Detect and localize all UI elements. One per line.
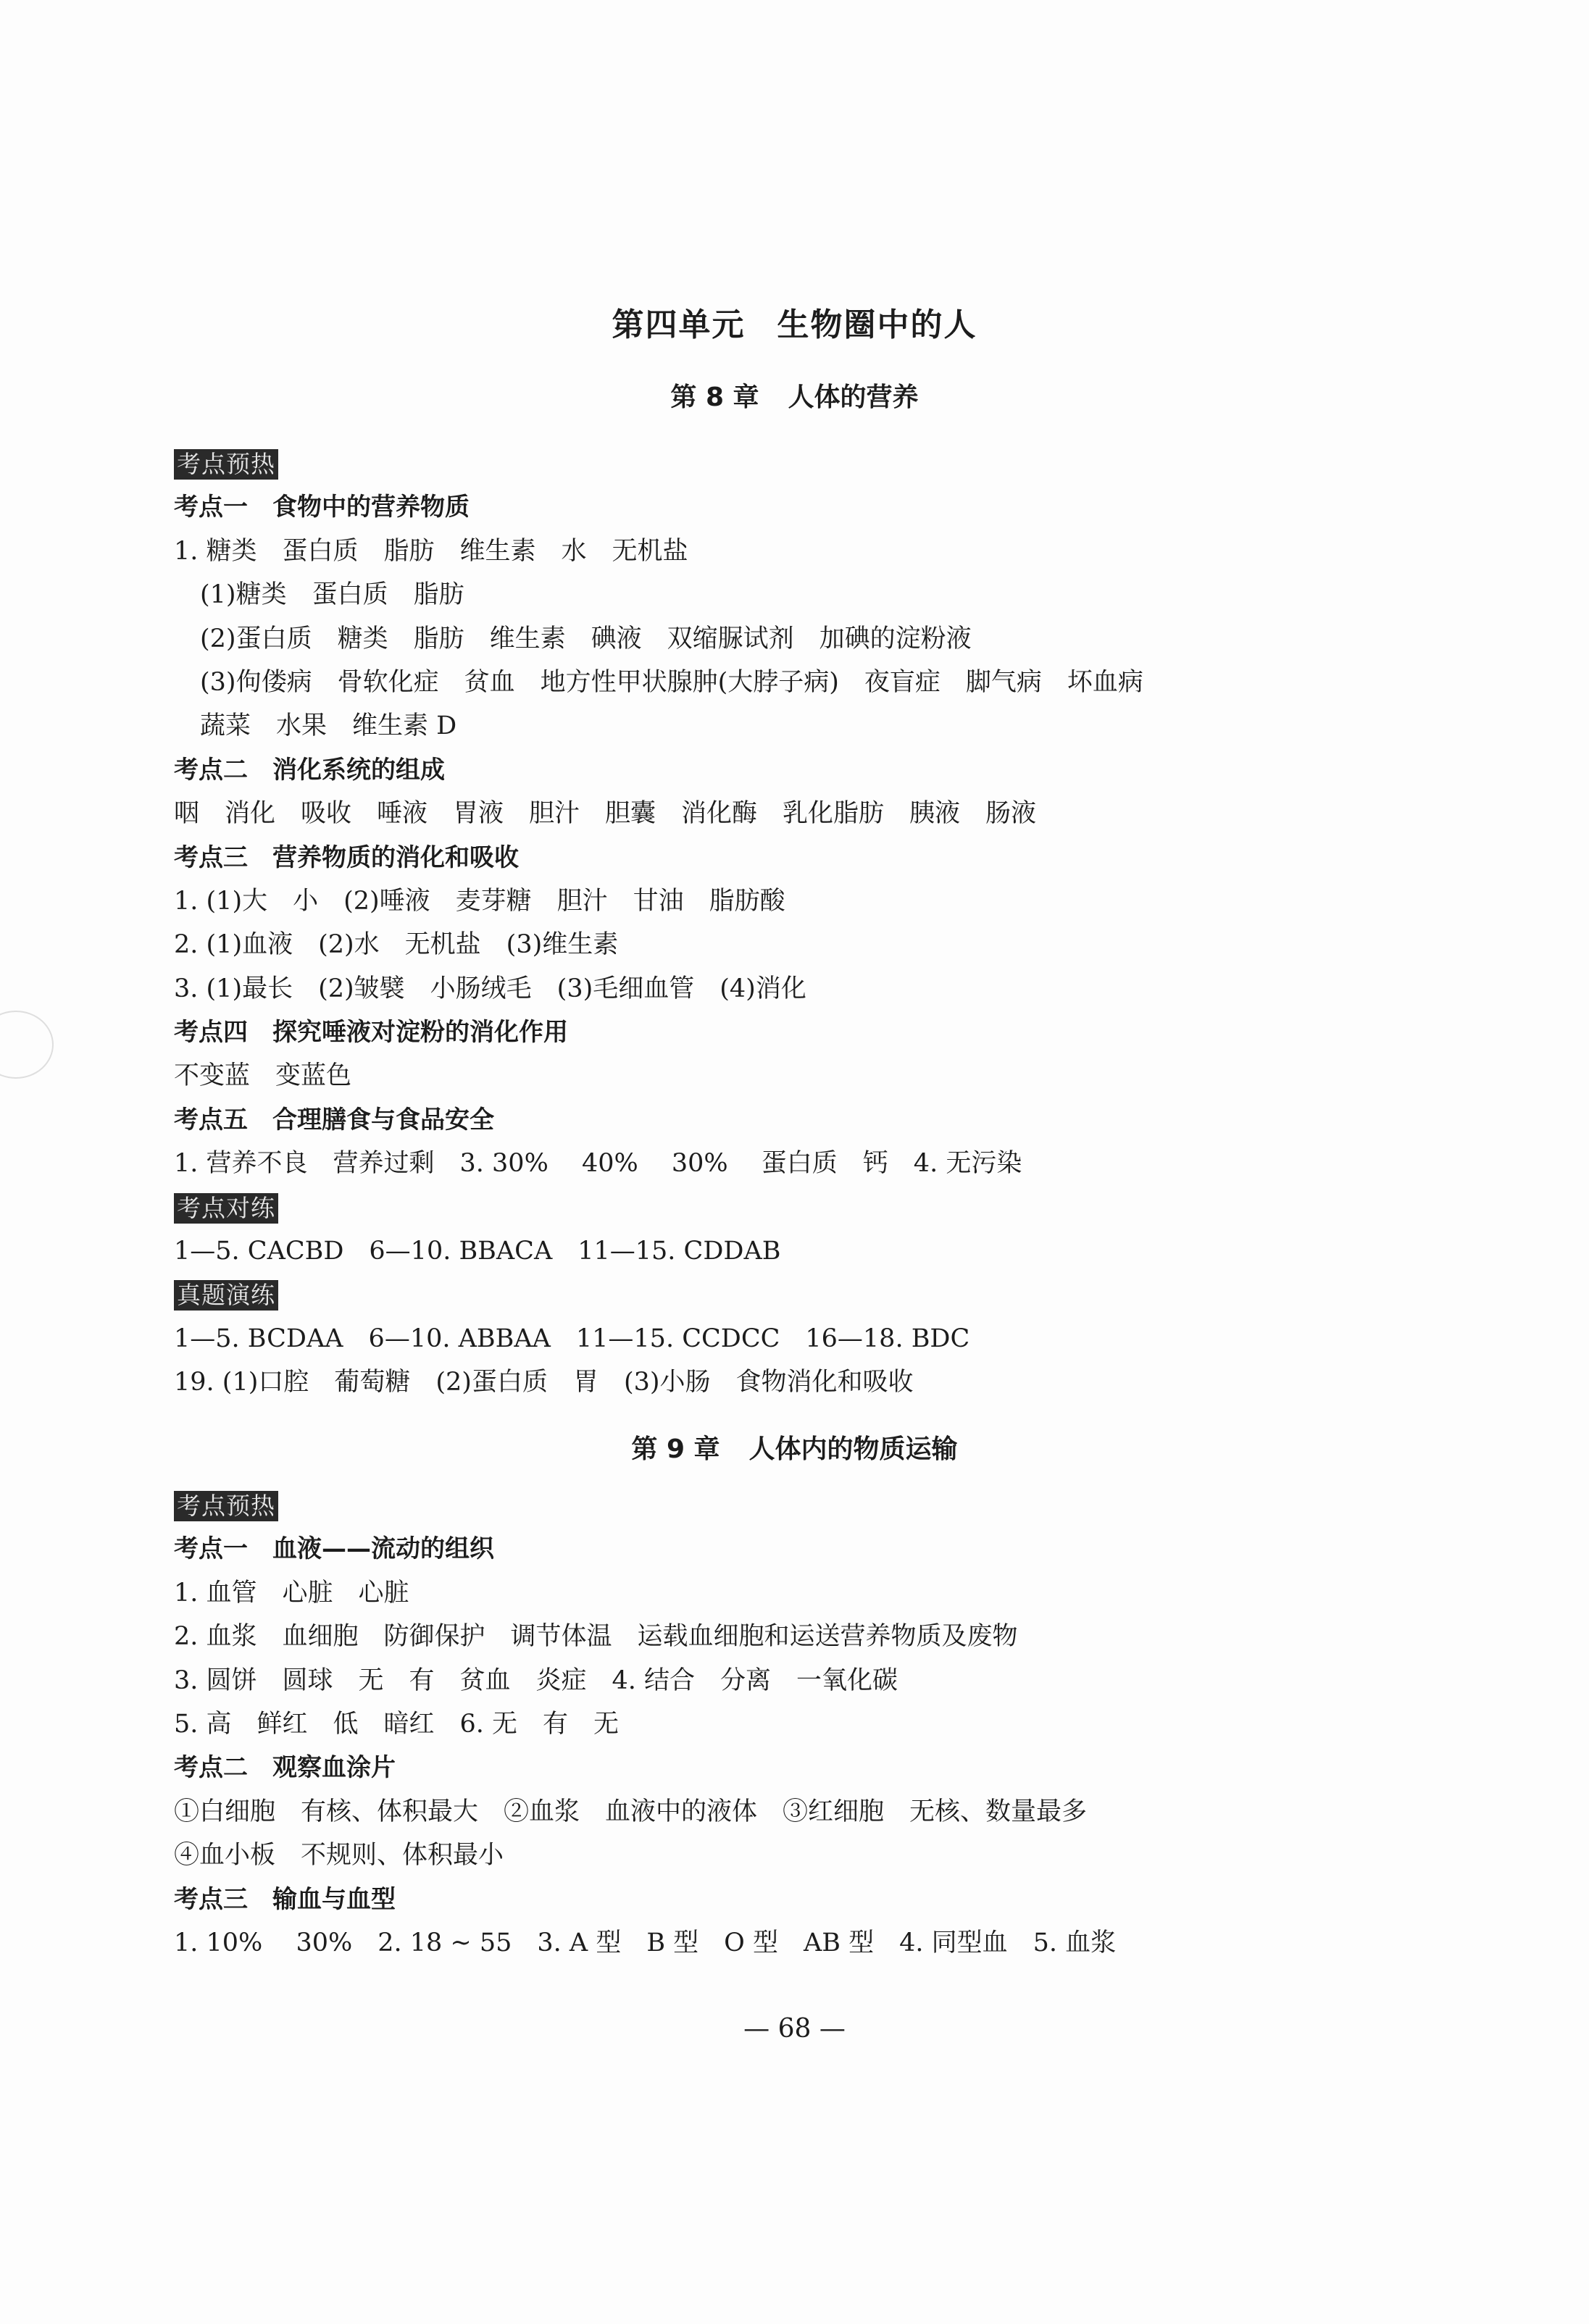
answer-line: 1. 血管 心脏 心脏	[174, 1578, 409, 1608]
section-tag-line	[174, 1273, 1478, 1316]
answer-line: 3. 圆饼 圆球 无 有 贫血 炎症 4. 结合 分离 一氧化碳	[174, 1665, 898, 1695]
section-tag: 考点对练	[174, 1193, 278, 1224]
answer-line: 不变蓝 变蓝色	[174, 1061, 352, 1091]
chapter-8-title	[0, 377, 1589, 414]
key-point-heading: 考点一 血液——流动的组织	[174, 1534, 494, 1564]
answer-line: 1. (1)大 小 (2)唾液 麦芽糖 胆汁 甘油 脂肪酸	[174, 886, 785, 916]
answer-line: 2. 血浆 血细胞 防御保护 调节体温 运载血细胞和运送营养物质及废物	[174, 1622, 1018, 1652]
unit-title	[0, 298, 1589, 345]
key-point-heading: 考点三 营养物质的消化和吸收	[174, 843, 519, 872]
answer-line: 1. 糖类 蛋白质 脂肪 维生素 水 无机盐	[174, 536, 688, 566]
unit-number: 第四单元	[612, 306, 746, 343]
answer-line: 咽 消化 吸收 唾液 胃液 胆汁 胆囊 消化酶 乳化脂肪 胰液 肠液	[174, 799, 1037, 829]
answer-line: 1—5. CACBD 6—10. BBACA 11—15. CDDAB	[174, 1237, 781, 1266]
key-point-heading: 考点二 消化系统的组成	[174, 755, 445, 785]
key-point-heading: 考点三 输血与血型	[174, 1884, 396, 1914]
chapter-9-title	[0, 1429, 1589, 1466]
answer-line: (3)佝偻病 骨软化症 贫血 地方性甲状腺肿(大脖子病) 夜盲症 脚气病 坏血病	[200, 667, 1143, 697]
chapter-number: 第 8 章	[670, 383, 759, 412]
answer-line: (1)糖类 蛋白质 脂肪	[200, 580, 464, 610]
key-point-heading: 考点四 探究唾液对淀粉的消化作用	[174, 1018, 568, 1048]
key-point-heading: 考点五 合理膳食与食品安全	[174, 1105, 494, 1134]
section-tag-line	[174, 442, 1478, 485]
section-tag: 考点预热	[174, 1491, 278, 1521]
unit-name: 生物圈中的人	[777, 306, 977, 343]
answer-line: 2. (1)血液 (2)水 无机盐 (3)维生素	[174, 930, 619, 960]
section-tag: 真题演练	[174, 1280, 278, 1311]
answer-line: 19. (1)口腔 葡萄糖 (2)蛋白质 胃 (3)小肠 食物消化和吸收	[174, 1368, 914, 1397]
answer-line: 5. 高 鲜红 低 暗红 6. 无 有 无	[174, 1709, 620, 1739]
chapter-9-content	[174, 1484, 1478, 1965]
answer-line: (2)蛋白质 糖类 脂肪 维生素 碘液 双缩脲试剂 加碘的淀粉液	[200, 624, 972, 653]
section-tag-line	[174, 1186, 1478, 1229]
answer-line: ④血小板 不规则、体积最小	[174, 1841, 504, 1871]
key-point-heading: 考点二 观察血涂片	[174, 1753, 396, 1783]
chapter-8-content	[174, 442, 1478, 1405]
key-point-heading: 考点一 食物中的营养物质	[174, 493, 470, 522]
section-tag: 考点预热	[174, 449, 278, 480]
chapter-name: 人体的营养	[788, 383, 919, 412]
section-tag-line	[174, 1484, 1478, 1527]
chapter-name: 人体内的物质运输	[748, 1434, 958, 1464]
answer-line: 1. 10% 30% 2. 18 ~ 55 3. A 型 B 型 O 型 AB 型 4. 同型血 5. 血浆	[174, 1928, 1117, 1957]
answer-line: ①白细胞 有核、体积最大 ②血浆 血液中的液体 ③红细胞 无核、数量最多	[174, 1797, 1088, 1826]
answer-line: 蔬菜 水果 维生素 D	[200, 711, 457, 741]
answer-line: 3. (1)最长 (2)皱襞 小肠绒毛 (3)毛细血管 (4)消化	[174, 974, 806, 1003]
stamp-mark	[0, 1011, 54, 1079]
chapter-number: 第 9 章	[631, 1434, 720, 1464]
page-number: — 68 —	[743, 2014, 846, 2044]
answer-line: 1—5. BCDAA 6—10. ABBAA 11—15. CCDCC 16—18. BDC	[174, 1324, 970, 1353]
answer-line: 1. 营养不良 营养过剩 3. 30% 40% 30% 蛋白质 钙 4. 无污染	[174, 1149, 1022, 1179]
